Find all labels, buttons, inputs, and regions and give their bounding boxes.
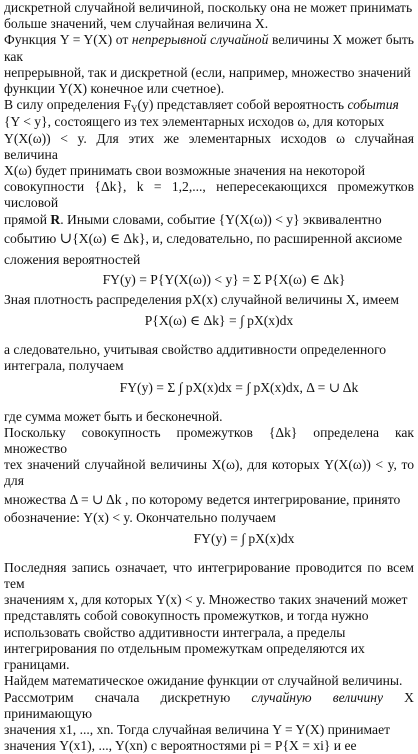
text-line: В силу определения $F_Y(y)$ представляет собой вероятность события bbox=[4, 97, 399, 115]
text-line: множества Δ = ∪ Δk , по которому ведется интегрирование, принято bbox=[4, 491, 401, 507]
text-line: интегрирования по отдельным промежуткам определяются их bbox=[4, 640, 365, 656]
text-line: функции Y(X) конечное или счетное). bbox=[4, 81, 225, 97]
formula-probability-integral: P{X(ω) ∈ Δk} = ∫ pX(x)dx bbox=[144, 313, 294, 329]
text-line: Функция Y = Y(X) от непрерывной случайной величины X может быть как bbox=[4, 32, 414, 64]
document-page bbox=[4, 0, 414, 754]
text-line: а следовательно, учитывая свойство аддитивности определенного bbox=[4, 342, 387, 358]
text-line: дискретной случайной величиной, поскольку она не может принимать bbox=[4, 0, 413, 15]
text-line: событию ∪{X(ω) ∈ Δk}, и, следовательно, по расширенной аксиоме bbox=[4, 230, 403, 247]
formula-additivity: FY(y) = Σ ∫ pX(x)dx = ∫ pX(x)dx, Δ = ∪ Δk bbox=[119, 379, 359, 395]
text-line: Y(X(ω)) < y. Для этих же элементарных исходов ω случайная величина bbox=[4, 130, 414, 162]
text-line: прямой R. Иными словами, событие {Y(X(ω)) < y} эквивалентно bbox=[4, 211, 382, 227]
text-line: значения x1, ..., xn. Тогда случайная величина Y = Y(X) принимает bbox=[4, 721, 391, 737]
text-line: обозначение: Y(x) < y. Окончательно получаем bbox=[4, 509, 276, 525]
formula-distribution-sum: FY(y) = P{Y(X(ω)) < y} = Σ P{X(ω) ∈ Δk} bbox=[102, 272, 346, 288]
text-line: Поскольку совокупность промежутков {Δk} определена как множество bbox=[4, 424, 414, 457]
text-line: где сумма может быть и бесконечной. bbox=[4, 408, 223, 424]
text-line: границами. bbox=[4, 657, 70, 673]
text-line: Рассмотрим сначала дискретную случайную величину X принимающую bbox=[4, 689, 414, 721]
text-line: интеграла, получаем bbox=[4, 358, 124, 374]
text-line: использовать свойство аддитивности интеграла, а пределы bbox=[4, 624, 346, 640]
text-line: сложения вероятностей bbox=[4, 251, 141, 267]
text-line: X(ω) будет принимать свои возможные значения на некоторой bbox=[4, 163, 366, 179]
text-line: {Y < y}, состоящего из тех элементарных исходов ω, для которых bbox=[4, 114, 385, 130]
text-line: Найдем математическое ожидание функции от случайной величины. bbox=[4, 673, 403, 689]
text-line: представлять собой совокупность промежутков, и тогда нужно bbox=[4, 608, 369, 624]
text-line: непрерывной, так и дискретной (если, например, множество значений bbox=[4, 64, 411, 80]
text-line: совокупности {Δk}, k = 1,2,..., непересекающихся промежутков числовой bbox=[4, 179, 414, 211]
text-line: Последняя запись означает, что интегрирование проводится по всем тем bbox=[4, 559, 414, 592]
text-line: тех значений случайной величины X(ω), для которых Y(X(ω)) < y, то для bbox=[4, 457, 414, 489]
formula-final: FY(y) = ∫ pX(x)dx bbox=[193, 530, 295, 546]
text-line: значения Y(x1), ..., Y(xn) с вероятностями pi = P{X = xi} и ее bbox=[4, 738, 357, 754]
text-line: больше значений, чем случайная величина X. bbox=[4, 16, 269, 32]
text-line: значениям x, для которых Y(x) < y. Множество таких значений может bbox=[4, 592, 408, 608]
text-line: Зная плотность распределения pX(x) случайной величины X, имеем bbox=[4, 292, 400, 308]
